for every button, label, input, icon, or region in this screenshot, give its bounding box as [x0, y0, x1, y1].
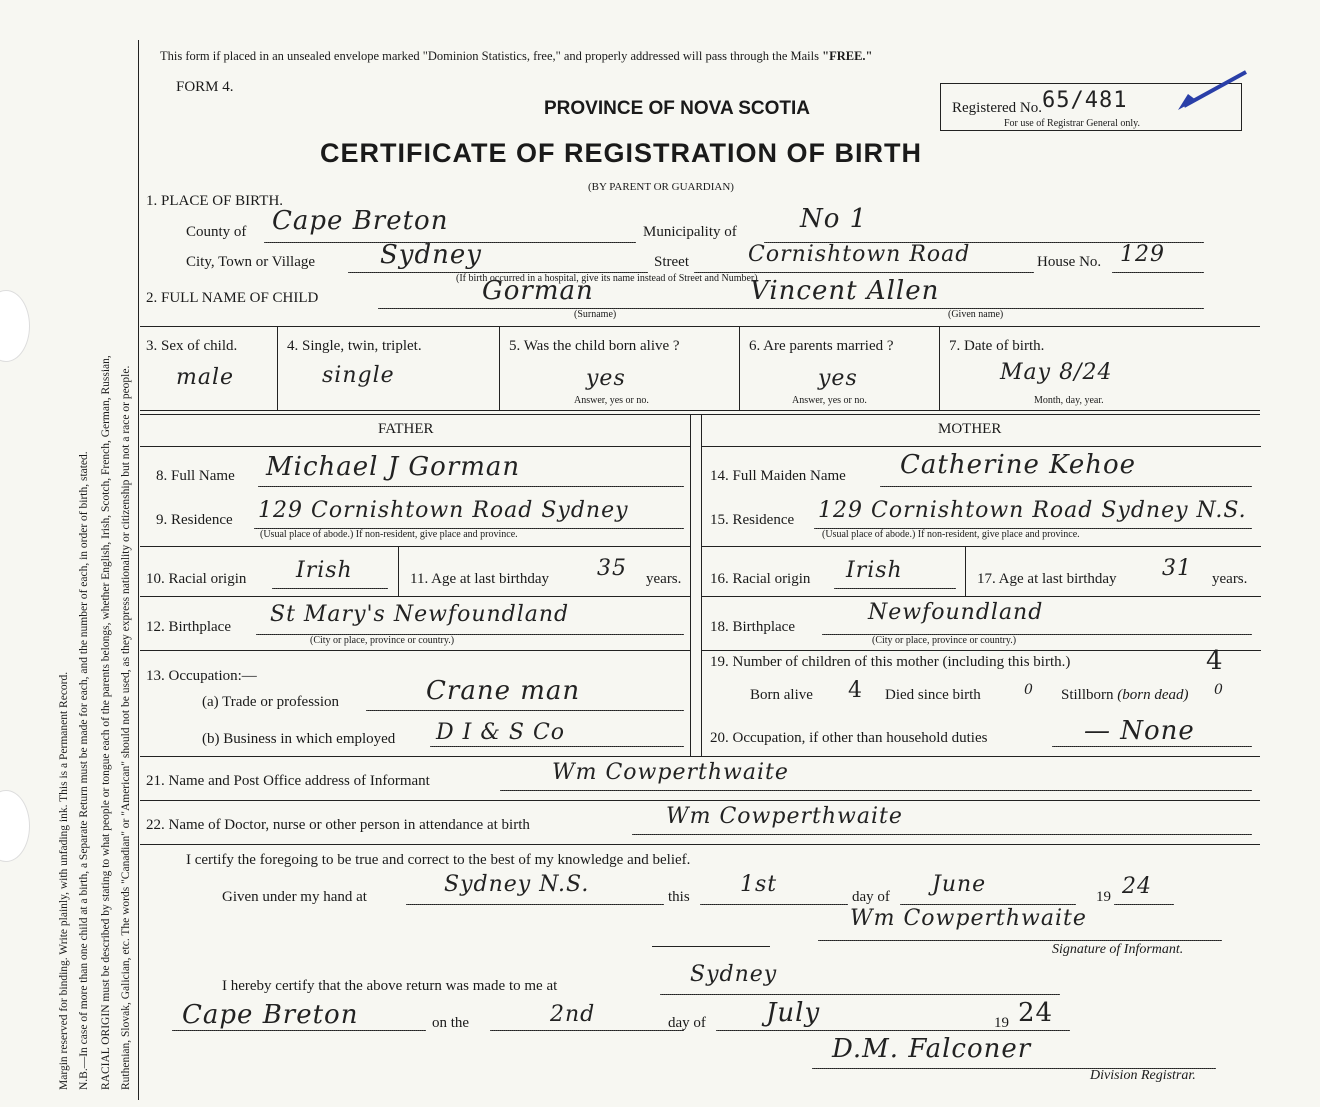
mother-name-line: [880, 486, 1252, 487]
registrar-county-line: [172, 1030, 426, 1031]
father-name-line: [258, 486, 684, 487]
pen-arrow-mark: [1172, 66, 1252, 116]
registrar-year-prefix: 19: [994, 1015, 1009, 1031]
stillborn-text: Stillborn: [1061, 687, 1114, 703]
given-label: Given under my hand at: [222, 889, 367, 905]
doctor-value: Wm Cowperthwaite: [666, 804, 903, 829]
mother-racial-label: 16. Racial origin: [710, 571, 811, 587]
registrar-day-of-label: day of: [668, 1015, 706, 1031]
given-place-line: [406, 904, 664, 905]
registrar-place-line: [660, 994, 1060, 995]
certification-year-line: [1114, 904, 1174, 905]
city-label: City, Town or Village: [186, 254, 316, 270]
registrar-place-value: Sydney: [690, 962, 778, 987]
certification-statement: I certify the foregoing to be true and correct to the best of my knowledge and belief.: [186, 852, 691, 868]
certification-month-value: June: [932, 872, 987, 897]
informant-label: 21. Name and Post Office address of Informant: [146, 773, 430, 789]
father-row3-bottom: [140, 596, 690, 597]
postal-free: "FREE.": [822, 49, 873, 63]
father-residence-label: 9. Residence: [156, 512, 233, 528]
house-value: 129: [1120, 242, 1165, 267]
registrar-month-value: July: [766, 998, 821, 1028]
father-trade-line: [366, 710, 684, 711]
father-row4-bottom: [140, 650, 690, 651]
margin-border: [138, 40, 139, 1100]
house-label: House No.: [1037, 254, 1102, 270]
father-business-line: [430, 746, 684, 747]
certification-day-of-label: day of: [852, 889, 890, 905]
mother-heading: MOTHER: [938, 421, 1002, 437]
form-number: FORM 4.: [176, 79, 234, 95]
alive-caption: Answer, yes or no.: [574, 395, 649, 406]
informant-signature-line: [818, 940, 1222, 941]
given-name-caption: (Given name): [948, 309, 1004, 320]
row3-divider-4: [939, 326, 940, 410]
surname-caption: (Surname): [574, 309, 617, 320]
postal-notice-text: This form if placed in an unsealed envelope marked "Dominion Statistics, free," and properly addressed will pass through the Mails: [160, 49, 819, 63]
born-alive-label: Born alive: [750, 687, 813, 703]
certification-day-line: [700, 904, 848, 905]
row3-top-border: [140, 326, 1260, 327]
city-value: Sydney: [380, 240, 482, 270]
mother-occupation-line: [1052, 746, 1252, 747]
dob-caption: Month, day, year.: [1034, 395, 1104, 406]
house-line: [1112, 272, 1204, 273]
alive-value: yes: [586, 366, 626, 391]
informant-value: Wm Cowperthwaite: [552, 760, 789, 785]
father-age-unit: years.: [646, 571, 682, 587]
father-residence-value: 129 Cornishtown Road Sydney: [258, 498, 629, 523]
street-value: Cornishtown Road: [748, 242, 971, 267]
dob-value: May 8/24: [1000, 360, 1113, 385]
certification-year-value: 24: [1122, 874, 1152, 899]
street-label: Street: [654, 254, 689, 270]
married-caption: Answer, yes or no.: [792, 395, 867, 406]
section-separator: [652, 946, 770, 947]
mother-row4-bottom: [701, 650, 1261, 651]
married-value: yes: [818, 366, 858, 391]
mother-row3-bottom: [701, 596, 1261, 597]
father-racial-value: Irish: [296, 558, 353, 583]
child-given-name: Vincent Allen: [750, 276, 940, 306]
mother-left-border: [701, 414, 702, 756]
mother-birthplace-caption: (City or place, province or country.): [872, 635, 1017, 646]
father-trade-value: Crane man: [426, 676, 581, 706]
municipality-value: No 1: [800, 204, 868, 234]
margin-note-2: N.B.—In case of more than one child at a birth, a Separate Return must be made for each, and the number of each, in order of birth, stated.: [78, 451, 90, 1090]
registrar-signature-caption: Division Registrar.: [1090, 1068, 1196, 1083]
municipality-label: Municipality of: [643, 224, 737, 240]
row3-divider-1: [277, 326, 278, 410]
mother-residence-caption: (Usual place of abode.) If non-resident, give place and province.: [822, 529, 1080, 540]
registrar-day-value: 2nd: [550, 1002, 596, 1027]
died-value: 0: [1024, 682, 1034, 698]
mother-children-label: 19. Number of children of this mother (including this birth.): [710, 654, 1071, 670]
father-birthplace-value: St Mary's Newfoundland: [270, 602, 570, 627]
mother-children-value: 4: [1206, 646, 1224, 676]
mother-racial-line: [834, 588, 956, 589]
father-birthplace-label: 12. Birthplace: [146, 619, 231, 635]
informant-signature: Wm Cowperthwaite: [850, 906, 1087, 931]
given-place-value: Sydney N.S.: [444, 872, 590, 897]
alive-label: 5. Was the child born alive ?: [509, 338, 680, 354]
died-label: Died since birth: [885, 687, 981, 703]
stillborn-label: [1061, 687, 1189, 704]
row3-divider-2: [499, 326, 500, 410]
mother-racial-value: Irish: [846, 558, 903, 583]
informant-bottom-border: [140, 800, 1260, 801]
mother-name-label: 14. Full Maiden Name: [710, 468, 846, 484]
registrar-month-line: [716, 1030, 1070, 1031]
mother-residence-value: 129 Cornishtown Road Sydney N.S.: [818, 498, 1247, 523]
certification-month-line: [900, 904, 1076, 905]
father-racial-divider: [398, 546, 399, 596]
mother-age-value: 31: [1162, 556, 1192, 581]
registrar-note: For use of Registrar General only.: [1004, 118, 1140, 129]
stillborn-note: (born dead): [1117, 687, 1189, 703]
plurality-label: 4. Single, twin, triplet.: [287, 338, 422, 354]
certification-day-value: 1st: [740, 872, 778, 897]
mother-name-value: Catherine Kehoe: [900, 450, 1137, 480]
informant-signature-caption: Signature of Informant.: [1052, 942, 1184, 957]
postal-notice: [160, 49, 872, 64]
father-racial-line: [272, 588, 388, 589]
father-name-value: Michael J Gorman: [266, 452, 521, 482]
registrar-day-line: [490, 1030, 684, 1031]
married-label: 6. Are parents married ?: [749, 338, 894, 354]
registrar-year-value: 24: [1018, 998, 1054, 1028]
father-row2-bottom: [140, 546, 690, 547]
child-name-line: [378, 308, 1204, 309]
registrar-county-value: Cape Breton: [182, 1000, 359, 1030]
hospital-note: (If birth occurred in a hospital, give its name instead of Street and Number): [456, 273, 758, 284]
father-age-label: 11. Age at last birthday: [410, 571, 549, 587]
registered-number: 65/481: [1042, 88, 1128, 113]
doctor-line: [632, 834, 1252, 835]
mother-birthplace-label: 18. Birthplace: [710, 619, 795, 635]
mother-birthplace-value: Newfoundland: [868, 600, 1044, 625]
doctor-bottom-border: [140, 844, 1260, 845]
father-occupation-label: 13. Occupation:—: [146, 668, 257, 684]
mother-age-label: 17. Age at last birthday: [977, 571, 1117, 587]
margin-note-3: RACIAL ORIGIN must be described by stating to what people or tongue each of the parents belongs, whether English, Irish, Scotch, French, German, Russian,: [100, 355, 112, 1090]
born-alive-value: 4: [848, 678, 863, 703]
father-birthplace-caption: (City or place, province or country.): [310, 635, 455, 646]
father-residence-caption: (Usual place of abode.) If non-resident, give place and province.: [260, 529, 518, 540]
parents-top-border: [140, 414, 1260, 415]
father-row1-top: [140, 446, 690, 447]
doctor-label: 22. Name of Doctor, nurse or other person in attendance at birth: [146, 817, 530, 833]
sex-value: male: [176, 365, 235, 390]
mother-age-unit: years.: [1212, 571, 1248, 587]
registrar-on-label: on the: [432, 1015, 470, 1031]
mother-occupation-value: — None: [1084, 716, 1195, 746]
page-title: CERTIFICATE OF REGISTRATION OF BIRTH: [320, 138, 922, 168]
mother-racial-divider: [965, 546, 966, 596]
father-racial-label: 10. Racial origin: [146, 571, 247, 587]
father-age-value: 35: [597, 556, 627, 581]
punch-hole-bottom: [0, 790, 30, 862]
father-business-value: D I & S Co: [436, 720, 566, 745]
sex-label: 3. Sex of child.: [146, 338, 238, 354]
mother-row2-bottom: [701, 546, 1261, 547]
place-of-birth-label: 1. PLACE OF BIRTH.: [146, 193, 284, 209]
registered-label: Registered No.: [952, 100, 1042, 116]
county-label: County of: [186, 224, 247, 240]
this-label: this: [668, 889, 690, 905]
margin-note-4: Ruthenian, Slovak, Galician, etc. The words "Canadian" or "American" should not be used, as they express nationality or citizenship but not a race or people.: [120, 365, 132, 1090]
father-trade-label: (a) Trade or profession: [202, 694, 340, 710]
registrar-signature: D.M. Falconer: [832, 1034, 1032, 1064]
certification-year-prefix: 19: [1096, 889, 1111, 905]
page-subtitle: (BY PARENT OR GUARDIAN): [588, 181, 734, 193]
plurality-value: single: [322, 363, 395, 388]
registrar-statement: I hereby certify that the above return was made to me at: [222, 978, 558, 994]
mother-occupation-label: 20. Occupation, if other than household duties: [710, 730, 988, 746]
child-surname: Gorman: [482, 276, 594, 306]
dob-label: 7. Date of birth.: [949, 338, 1045, 354]
stillborn-value: 0: [1214, 682, 1224, 698]
province-heading: PROVINCE OF NOVA SCOTIA: [544, 98, 811, 119]
informant-line: [500, 790, 1252, 791]
parents-bottom-border: [140, 756, 1260, 757]
punch-hole-top: [0, 290, 30, 362]
father-business-label: (b) Business in which employed: [202, 731, 396, 747]
father-right-border: [690, 414, 691, 756]
mother-row1-top: [701, 446, 1261, 447]
county-value: Cape Breton: [272, 206, 449, 236]
father-name-label: 8. Full Name: [156, 468, 235, 484]
mother-residence-label: 15. Residence: [710, 512, 795, 528]
row3-bottom-border: [140, 410, 1260, 411]
father-heading: FATHER: [378, 421, 434, 437]
margin-note-1: Margin reserved for binding. Write plainly, with unfading ink. This is a Permanent Record.: [58, 671, 70, 1090]
child-name-label: 2. FULL NAME OF CHILD: [146, 290, 319, 306]
row3-divider-3: [739, 326, 740, 410]
